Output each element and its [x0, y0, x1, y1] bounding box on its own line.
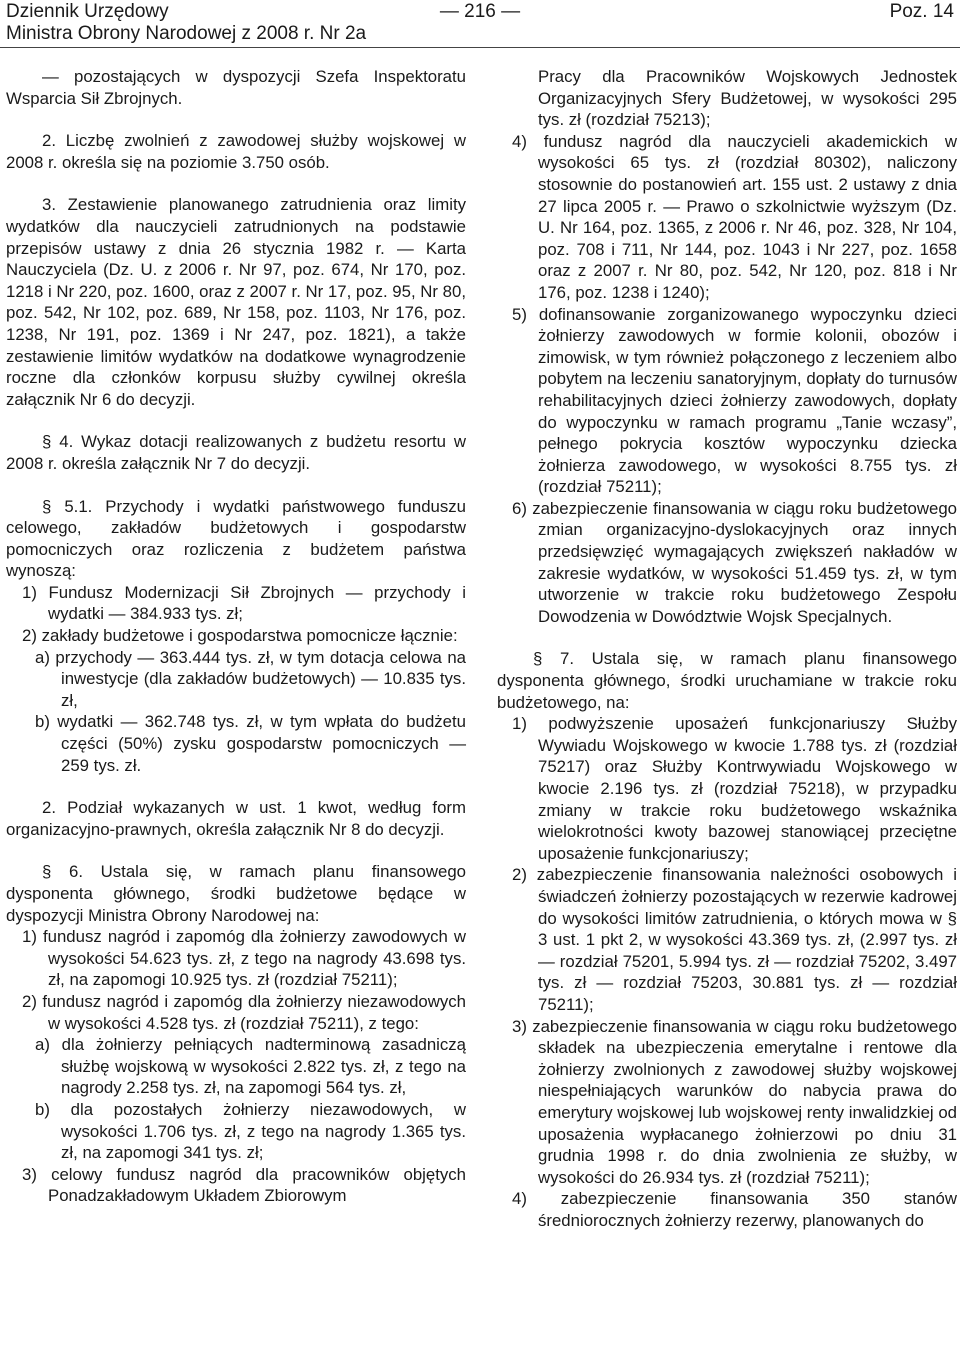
sub-list-item: b) dla pozostałych żołnierzy niezawodowych, w wysokości 1.706 tys. zł, z tego na nagrody 1.365 tys. zł, na zapomogi 341 tys. zł; — [35, 1099, 466, 1163]
list-item: 3) celowy fundusz nagród dla pracowników objętych Ponadzakładowym Układem Zbiorowym — [22, 1164, 466, 1206]
page-header — [0, 0, 960, 46]
list-item: 4) zabezpieczenie finansowania 350 stanów średniorocznych żołnierzy rezerwy, planowanych do — [512, 1189, 957, 1230]
list-item: 2) fundusz nagród i zapomóg dla żołnierzy niezawodowych w wysokości 4.528 tys. zł (rozdział 75211), z tego: — [22, 991, 466, 1033]
right-column — [497, 66, 957, 1231]
sub-list-item: b) wydatki — 362.748 tys. zł, w tym wpłata do budżetu części (50%) zysku gospodarstw pomocniczych — 259 tys. zł. — [35, 712, 466, 775]
list-item: 2) zakłady budżetowe i gospodarstwa pomocnicze łącznie: — [22, 626, 458, 646]
list-item: 1) podwyższenie uposażeń funkcjonariuszy Służby Wywiadu Wojskowego w kwocie 1.788 tys. zł (rozdział 75217) oraz Służby Kontrwywiadu Wojskowego w kwocie 2.196 tys. zł (rozdział 75218), w przypadku zmiany w trakcie roku budżetowego wskaźnika wielokrotności kwoty bazowej stanowiącej przeciętne uposażenie funkcjonariuszy; — [512, 714, 957, 863]
paragraph: 3. Zestawienie planowanego zatrudnienia oraz limity wydatków dla nauczycieli zatrudnionych na podstawie przepisów ustawy z dnia 26 stycznia 1982 r. — Karta Nauczyciela (Dz. U. z 2006 r. Nr 97, poz. 674, Nr 170, poz. 1218 i Nr 220, poz. 1600, oraz z 2007 r. Nr 17, poz. 95, Nr 80, poz. 542, Nr 102, poz. 689, Nr 158, poz. 1103, Nr 176, poz. 1238, Nr 191, poz. 1369 i Nr 247, poz. 1821), a także zestawienie limitów wydatków na dodatkowe wynagrodzenie roczne dla członków korpusu służby cywilnej określa załącznik Nr 6 do decyzji. — [6, 195, 466, 409]
list-item: 2) zabezpieczenie finansowania należności osobowych i świadczeń żołnierzy pozostających w rezerwie kadrowej do wysokości limitów zatrudnienia, o których mowa w § 3 ust. 1 pkt 2, w wysokości 43.369 tys. zł, (2.997 tys. zł — rozdział 75201, 5.994 tys. zł — rozdział 75202, 3.497 tys. zł — rozdział 75203, 30.881 tys. zł — rozdział 75211); — [512, 865, 957, 1014]
list-item: 1) fundusz nagród i zapomóg dla żołnierzy zawodowych w wysokości 54.623 tys. zł, z tego na nagrody 43.698 tys. zł, na zapomogi 10.925 tys. zł (rozdział 75211); — [22, 927, 466, 990]
left-column — [6, 66, 466, 1207]
section-paragraph: § 6. Ustala się, w ramach planu finansowego dysponenta głównego, środki budżetowe będące w dyspozycji Ministra Obrony Narodowej na: — [6, 862, 466, 925]
position-number: Poz. 14 — [889, 1, 954, 22]
page-number: — 216 — — [439, 1, 521, 22]
list-item: 1) Fundusz Modernizacji Sił Zbrojnych — przychody i wydatki — 384.933 tys. zł; — [22, 582, 466, 624]
list-item: 5) dofinansowanie zorganizowanego wypoczynku dzieci żołnierzy zawodowych w formie kolonii, obozów i zimowisk, w tym również połączonego z leczeniem albo pobytem na leczeniu sanatoryjnym, dopłaty do turnusów rehabilitacyjnych dzieci żołnierzy zawodowych, dopłaty do wypoczynku w ramach programu „Tanie wczasy”, pełnego pokrycia kosztów wypoczynku dziecka żołnierza zawodowego, w wysokości 8.755 tys. zł (rozdział 75211); — [512, 304, 957, 497]
list-item: 3) zabezpieczenie finansowania w ciągu roku budżetowego składek na ubezpieczenia emerytalne i rentowe dla żołnierzy zwolnionych z zawodowej służby wojskowej niespełniających warunków do nabycia prawa do emerytury wojskowej lub wojskowej renty inwalidzkiej od uposażenia wypłacanego żołnierzowi po dniu 31 grudnia 1998 r. do dnia zwolnienia ze służby, w wysokości do 26.934 tys. zł (rozdział 75211); — [512, 1016, 957, 1187]
paragraph: 2. Liczbę zwolnień z zawodowej służby wojskowej w 2008 r. określa się na poziomie 3.750 osób. — [6, 131, 466, 172]
section-paragraph: § 5.1. Przychody i wydatki państwowego funduszu celowego, zakładów budżetowych i gospodarstw pomocniczych oraz rozliczenia z budżetem państwa wynoszą: — [6, 496, 466, 581]
paragraph: 2. Podział wykazanych w ust. 1 kwot, według form organizacyjno-prawnych, określa załącznik Nr 8 do decyzji. — [6, 798, 466, 839]
header-divider — [0, 47, 960, 48]
section-paragraph: § 4. Wykaz dotacji realizowanych z budżetu resortu w 2008 r. określa załącznik Nr 7 do decyzji. — [6, 432, 466, 473]
journal-issue: Ministra Obrony Narodowej z 2008 r. Nr 2a — [6, 23, 367, 44]
section-paragraph: § 7. Ustala się, w ramach planu finansowego dysponenta głównego, środki uruchamiane w trakcie roku budżetowego, na: — [497, 649, 957, 712]
journal-title: Dziennik Urzędowy — [6, 1, 169, 22]
list-item: 4) fundusz nagród dla nauczycieli akademickich w wysokości 65 tys. zł (rozdział 80302), naliczony stosownie do postanowień art. 155 ust. 2 ustawy z dnia 27 lipca 2005 r. — Prawo o szkolnictwie wyższym (Dz. U. Nr 164, poz. 1365, z 2006 r. Nr 46, poz. 328, Nr 104, poz. 708 i 711, Nr 144, poz. 1043 i Nr 227, poz. 1658 oraz z 2007 r. Nr 80, poz. 542, Nr 120, poz. 818 i Nr 176, poz. 1238 i 1240); — [512, 131, 957, 302]
sub-list-item: a) przychody — 363.444 tys. zł, w tym dotacja celowa na inwestycje (dla zakładów budżetowych) — 10.835 tys. zł, — [35, 647, 466, 710]
sub-list-item: a) dla żołnierzy pełniących nadterminową zasadniczą służbę wojskową w wysokości 2.822 tys. zł, z tego na nagrody 2.258 tys. zł, na zapomogi 564 tys. zł, — [35, 1035, 466, 1098]
paragraph: — pozostających w dyspozycji Szefa Inspektoratu Wsparcia Sił Zbrojnych. — [6, 67, 466, 108]
list-item-continuation: Pracy dla Pracowników Wojskowych Jednostek Organizacyjnych Sfery Budżetowej, w wysokości 295 tys. zł (rozdział 75213); — [538, 67, 957, 130]
list-item: 6) zabezpieczenie finansowania w ciągu roku budżetowego zmian organizacyjno-dyslokacyjnych oraz innych przedsięwzięć wymagających zwiększeń nakładów w zakresie wydatków, w wysokości 51.459 tys. zł, w tym utworzenie w trakcie roku budżetowego Zespołu Dowodzenia w Dowództwie Wojsk Specjalnych. — [512, 498, 957, 626]
